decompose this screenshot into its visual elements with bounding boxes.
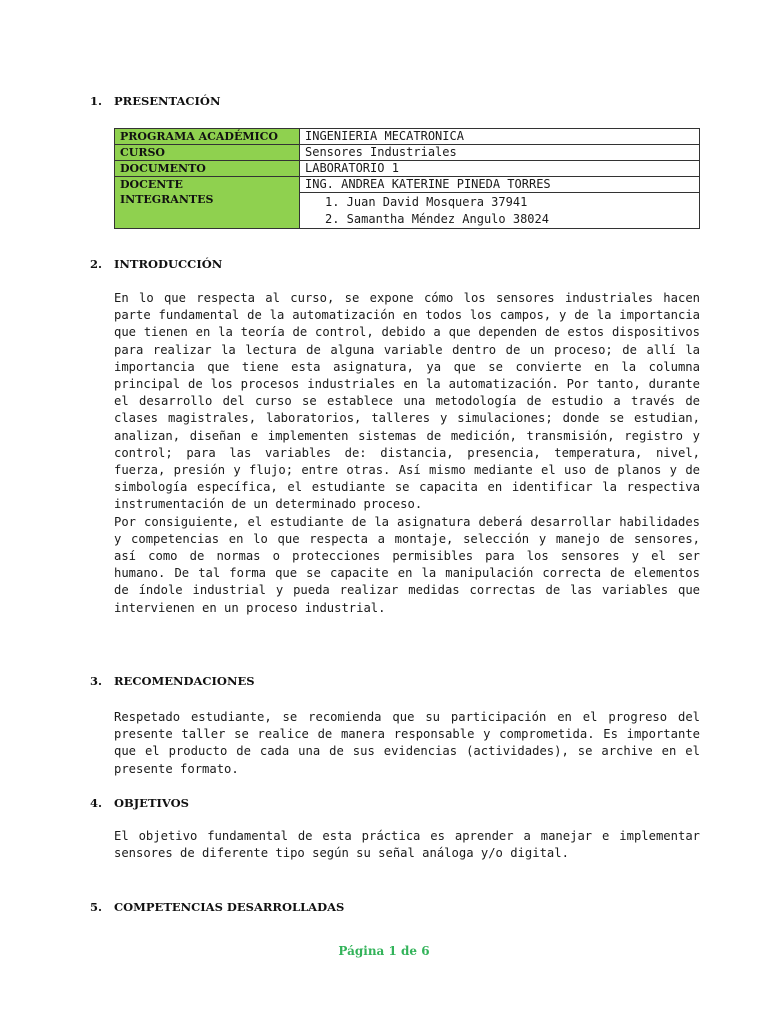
section-number: 2. <box>90 257 103 271</box>
section-heading-objetivos <box>90 796 189 810</box>
section-heading-presentacion <box>90 94 220 108</box>
introduccion-paragraph: Por consiguiente, el estudiante de la asignatura deberá desarrollar habilidades y competencias en lo que respecta a montaje, selección y manejo de sensores, así como de normas o protecciones permisibles para los sensores y el ser humano. De tal forma que se capacite en la manipulación correcta de elementos de índole industrial y pueda realizar medidas correctas de las variables que intervienen en un proceso industrial. <box>114 514 700 615</box>
section-title: OBJETIVOS <box>114 796 189 810</box>
section-heading-recomendaciones <box>90 674 255 688</box>
page-number-footer: Página 1 de 6 <box>338 944 430 958</box>
docente-value: ING. ANDREA KATERINE PINEDA TORRES <box>300 177 700 193</box>
section-number: 1. <box>90 94 103 108</box>
integrantes-list <box>305 194 694 228</box>
table-row <box>115 129 700 145</box>
section-heading-competencias <box>90 900 344 914</box>
list-item: 1. Juan David Mosquera 37941 <box>325 195 528 209</box>
section-title: PRESENTACIÓN <box>114 94 221 108</box>
section-title: COMPETENCIAS DESARROLLADAS <box>114 900 345 914</box>
section-number: 4. <box>90 796 103 810</box>
programa-label: PROGRAMA ACADÉMICO <box>115 129 300 145</box>
docente-label: DOCENTE <box>120 178 183 191</box>
introduccion-paragraph: En lo que respecta al curso, se expone cómo los sensores industriales hacen parte fundamental de la automatización en todos los campos, y de la importancia que tienen en la teoría de control, debido a que dependen de estos dispositivos para realizar la lectura de alguna variable dentro de un proceso; de allí la importancia que tiene esta asignatura, ya que se convierte en la columna principal de los procesos industriales en la automatización. Por tanto, durante el desarrollo del curso se establece una metodología de estudio a través de clases magistrales, laboratorios, talleres y simulaciones; donde se estudian, analizan, diseñan e implementen sistemas de medición, transmisión, registro y control; para las variables de: distancia, presencia, temperatura, nivel, fuerza, presión y flujo; entre otras. Así mismo mediante el uso de planos y de simbología específica, el estudiante se capacita en identificar la respectiva instrumentación de un determinado proceso. <box>114 291 700 512</box>
documento-label: DOCUMENTO <box>115 161 300 177</box>
section-title: INTRODUCCIÓN <box>114 257 223 271</box>
section-title: RECOMENDACIONES <box>114 674 255 688</box>
table-row <box>115 145 700 161</box>
section-heading-introduccion <box>90 257 222 271</box>
presentation-table <box>114 128 700 229</box>
introduccion-body <box>114 290 700 617</box>
integrantes-label: INTEGRANTES <box>120 193 214 206</box>
recomendaciones-paragraph: Respetado estudiante, se recomienda que su participación en el progreso del presente taller se realice de manera responsable y comprometida. Es importante que el producto de cada una de sus evidencias (actividades), se archive en el presente formato. <box>114 710 700 776</box>
section-number: 3. <box>90 674 103 688</box>
curso-label: CURSO <box>115 145 300 161</box>
curso-value: Sensores Industriales <box>300 145 700 161</box>
table-row <box>115 177 700 193</box>
list-item: 2. Samantha Méndez Angulo 38024 <box>325 212 549 226</box>
documento-value: LABORATORIO 1 <box>300 161 700 177</box>
objetivos-paragraph: El objetivo fundamental de esta práctica es aprender a manejar e implementar sensores de diferente tipo según su señal análoga y/o digital. <box>114 829 700 861</box>
programa-value: INGENIERIA MECATRONICA <box>300 129 700 145</box>
table-row <box>115 161 700 177</box>
docente-integrantes-label <box>115 177 300 229</box>
integrantes-value <box>300 193 700 229</box>
section-number: 5. <box>90 900 103 914</box>
